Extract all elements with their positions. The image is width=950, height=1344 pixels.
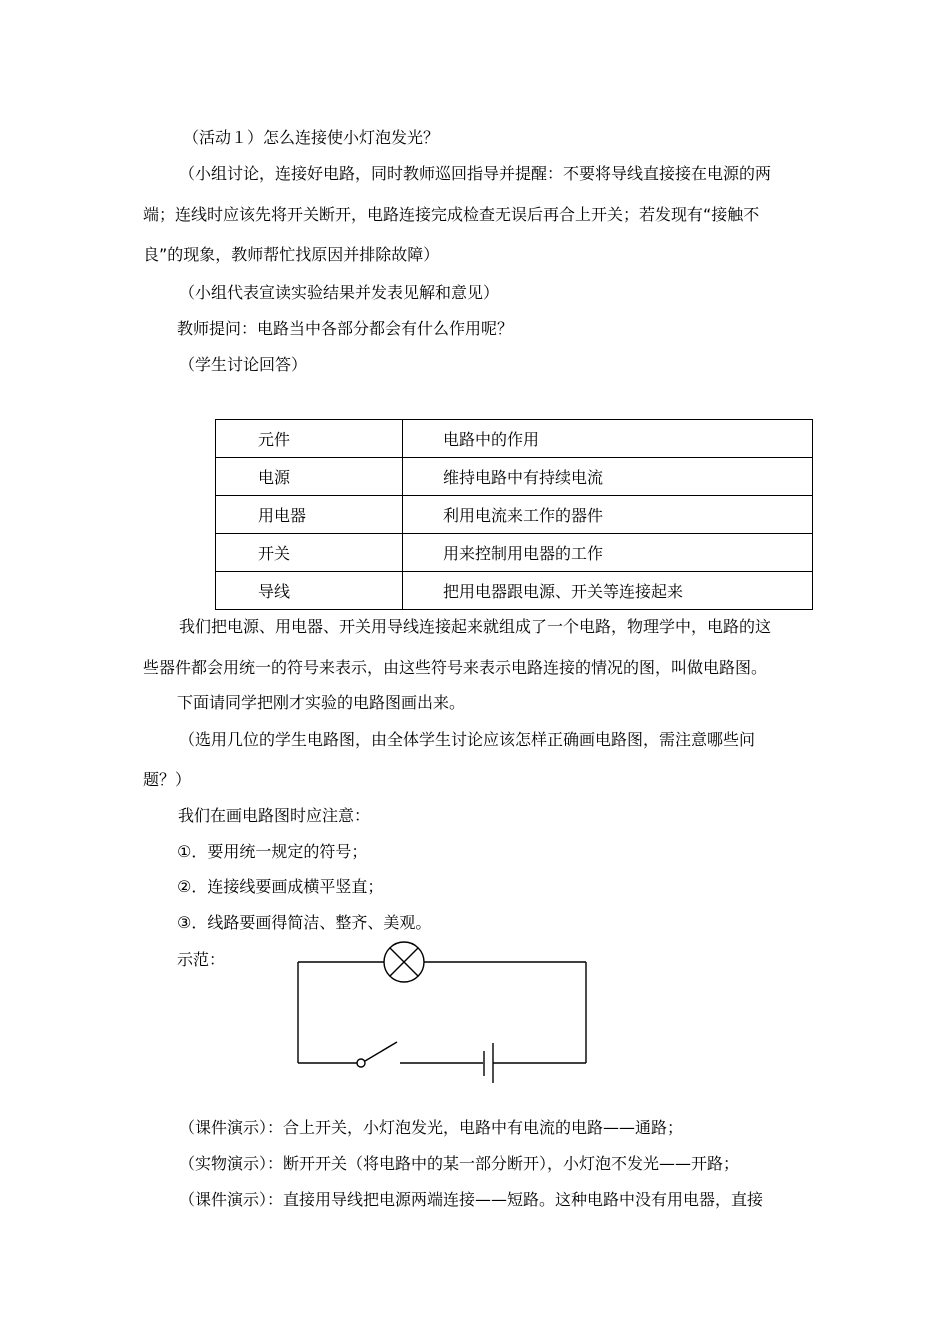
- table-row: [216, 572, 813, 610]
- group-discussion-line-3: 良”的现象，教师帮忙找原因并排除故障）: [143, 245, 440, 264]
- table-cell-role: 维持电路中有持续电流: [403, 458, 813, 496]
- table-cell-role: 把用电器跟电源、开关等连接起来: [403, 572, 813, 610]
- draw-request: 下面请同学把刚才实验的电路图画出来。: [177, 693, 466, 712]
- table-header-row: [216, 420, 813, 458]
- table-cell-role: 用来控制用电器的工作: [403, 534, 813, 572]
- table-header-role: 电路中的作用: [403, 420, 813, 458]
- component-role-table: [215, 419, 813, 610]
- circuit-definition-line-1: 我们把电源、用电器、开关用导线连接起来就组成了一个电路，物理学中，电路的这: [179, 617, 772, 636]
- table-cell-component: 开关: [216, 534, 403, 572]
- switch-pivot: [357, 1059, 365, 1067]
- circuit-definition-line-2: 些器件都会用统一的符号来表示，由这些符号来表示电路连接的情况的图，叫做电路图。: [143, 658, 768, 677]
- group-discussion-line-1: （小组讨论，连接好电路，同时教师巡回指导并提醒：不要将导线直接接在电源的两: [179, 164, 772, 183]
- circuit-diagram: [290, 935, 600, 1085]
- note-3: ③．线路要画得简洁、整齐、美观。: [177, 913, 432, 932]
- student-answer: （学生讨论回答）: [179, 355, 308, 374]
- table-row: [216, 458, 813, 496]
- example-label: 示范：: [177, 950, 226, 969]
- table-cell-component: 用电器: [216, 496, 403, 534]
- demo-short-circuit: （课件演示）：直接用导线把电源两端连接——短路。这种电路中没有用电器，直接: [179, 1190, 764, 1209]
- selection-line-1: （选用几位的学生电路图，由全体学生讨论应该怎样正确画电路图，需注意哪些问: [179, 730, 756, 749]
- note-1: ①．要用统一规定的符号；: [177, 842, 368, 861]
- table-cell-component: 导线: [216, 572, 403, 610]
- selection-line-2: 题？）: [143, 770, 192, 789]
- switch-arm-icon: [365, 1042, 397, 1061]
- teacher-question: 教师提问：电路当中各部分都会有什么作用呢？: [177, 319, 514, 338]
- demo-open-circuit: （实物演示）：断开开关（将电路中的某一部分断开），小灯泡不发光——开路；: [179, 1154, 740, 1173]
- notes-title: 我们在画电路图时应注意：: [178, 806, 371, 825]
- table-cell-component: 电源: [216, 458, 403, 496]
- note-2: ②．连接线要画成横平竖直；: [177, 877, 384, 896]
- table-cell-role: 利用电流来工作的器件: [403, 496, 813, 534]
- activity-title: （活动１）怎么连接使小灯泡发光？: [183, 128, 440, 147]
- demo-closed-circuit: （课件演示）：合上开关，小灯泡发光，电路中有电流的电路——通路；: [179, 1118, 684, 1137]
- table-row: [216, 534, 813, 572]
- group-discussion-line-2: 端；连线时应该先将开关断开，电路连接完成检查无误后再合上开关；若发现有“接触不: [143, 205, 760, 224]
- group-report: （小组代表宣读实验结果并发表见解和意见）: [179, 283, 500, 302]
- table-header-component: 元件: [216, 420, 403, 458]
- table-row: [216, 496, 813, 534]
